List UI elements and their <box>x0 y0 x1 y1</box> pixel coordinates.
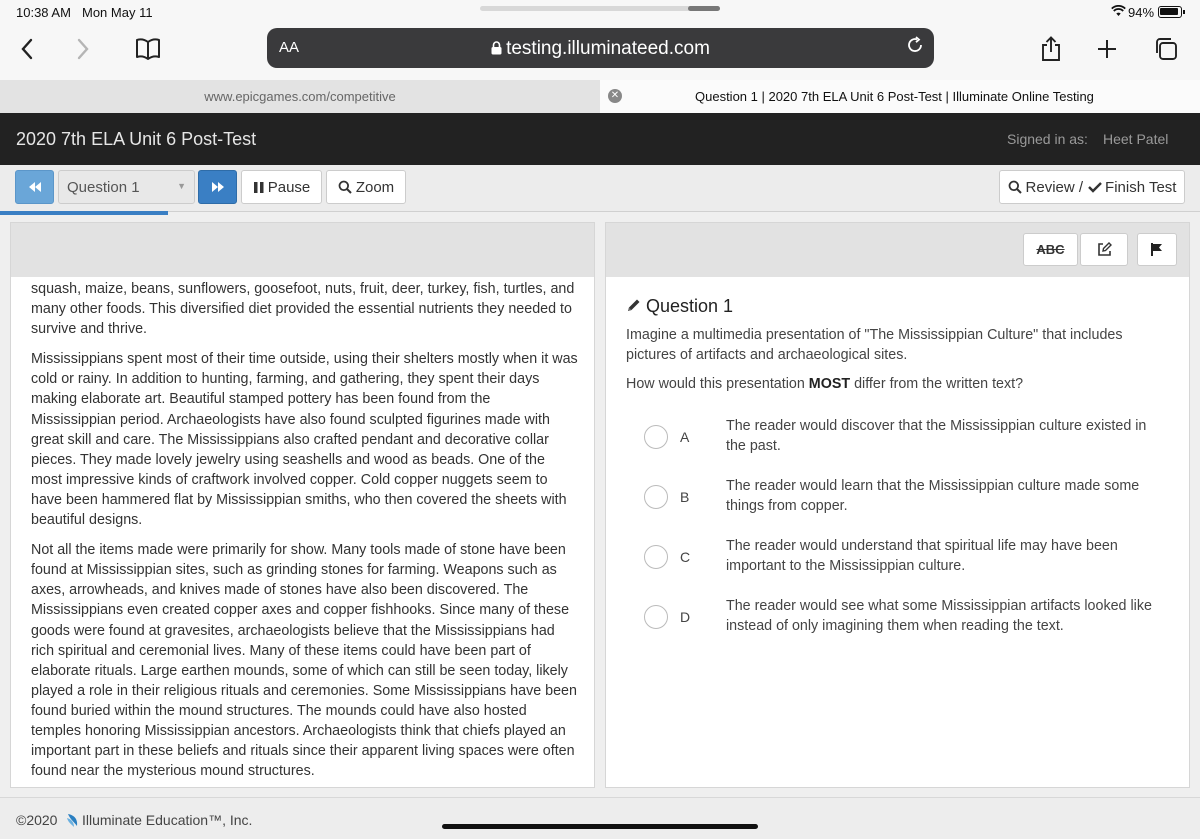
question-panel <box>605 222 1190 788</box>
illuminate-logo-icon <box>66 812 80 831</box>
radio-button[interactable] <box>644 485 668 509</box>
question-prompt-post: differ from the written text? <box>854 376 1024 392</box>
passage-text <box>31 279 579 788</box>
tab-bar <box>0 80 1200 113</box>
share-button[interactable] <box>1036 34 1066 64</box>
test-controls <box>0 165 1200 212</box>
abc-strike-icon: ABC <box>1036 242 1065 257</box>
flag-button[interactable] <box>1137 233 1177 266</box>
review-finish-button[interactable] <box>999 170 1185 204</box>
search-icon <box>338 180 352 194</box>
question-title <box>626 296 733 317</box>
answer-letter: B <box>680 489 690 505</box>
previous-question-button[interactable] <box>15 170 54 204</box>
answer-letter: D <box>680 609 691 625</box>
tab-epicgames[interactable]: www.epicgames.com/competitive <box>0 80 600 113</box>
passage-paragraph: squash, maize, beans, sunflowers, goosefoot, nuts, fruit, deer, turkey, fish, turtles, and many other foods. This diversified diet provided the essential nutrients they needed to survive and thrive. <box>31 281 575 338</box>
fast-forward-icon <box>211 181 225 193</box>
answer-text: The reader would discover that the Mississippian culture existed in the past. <box>726 418 1147 455</box>
back-button[interactable] <box>12 34 42 64</box>
lock-icon <box>491 41 502 55</box>
reload-icon[interactable] <box>906 36 924 60</box>
tab-illuminate[interactable] <box>600 80 1200 113</box>
browser-toolbar <box>0 24 1200 80</box>
pause-icon <box>253 181 265 194</box>
url-label: testing.illuminateed.com <box>506 38 710 59</box>
answer-letter: C <box>680 549 691 565</box>
pause-label: Pause <box>267 178 311 196</box>
passage-paragraph: Mississippians spent most of their time outside, using their shelters mostly when it was cold or rainy. In addition to hunting, farming, and gathering, they spent their days making elaborate art. Beautiful stamped pottery has been found from the Mississippian period. Archaeologists have also found sculpted figurines made with great skill and care. The Mississippians also crafted pendant and decorative collar pieces. They made lovely jewelry using seashells and wood as beads. One of the most impressive kinds of craftwork involved copper. Cold copper nuggets seem to have been hammered flat by Mississippian smiths, who then covered the sheets with beautiful designs. <box>31 351 578 529</box>
battery-icon <box>1158 6 1182 18</box>
chevron-right-icon <box>76 38 90 60</box>
app-header <box>0 113 1200 165</box>
tabs-icon <box>1153 36 1179 62</box>
footer <box>0 797 1200 839</box>
answer-option-a[interactable] <box>644 416 1164 466</box>
user-name[interactable]: Heet Patel <box>1103 131 1169 147</box>
question-title-label: Question 1 <box>646 296 734 316</box>
answer-letter: A <box>680 429 690 445</box>
new-tab-button[interactable] <box>1092 34 1122 64</box>
question-select-value: Question 1 <box>67 179 140 196</box>
book-icon <box>135 38 161 60</box>
finish-label: Finish Test <box>1105 178 1177 196</box>
answer-text: The reader would learn that the Mississippian culture made some things from copper. <box>726 478 1140 515</box>
progress-bar <box>0 211 168 215</box>
answer-text: The reader would understand that spiritual life may have been important to the Mississippian culture. <box>726 538 1118 575</box>
rewind-icon <box>28 181 42 193</box>
pencil-icon <box>626 297 642 313</box>
question-select[interactable] <box>58 170 195 204</box>
status-bar <box>0 0 1200 24</box>
review-label: Review / <box>1025 178 1084 196</box>
plus-icon <box>1097 39 1117 59</box>
url-text <box>267 38 934 60</box>
notes-button[interactable] <box>1080 233 1128 266</box>
radio-button[interactable] <box>644 605 668 629</box>
home-indicator[interactable] <box>442 824 758 829</box>
status-date: Mon May 11 <box>82 5 153 20</box>
battery-percent: 94% <box>1128 5 1155 20</box>
answer-text: The reader would see what some Mississippian artifacts looked like instead of only imagining them when reading the text. <box>726 598 1152 635</box>
question-prompt <box>626 376 1166 392</box>
wifi-icon <box>1111 5 1126 20</box>
multitask-handle-thumb <box>688 6 720 11</box>
caret-down-icon: ▼ <box>177 181 186 191</box>
status-time: 10:38 AM <box>16 5 71 20</box>
bookmarks-button[interactable] <box>133 34 163 64</box>
check-icon <box>1088 181 1102 193</box>
question-stem: Imagine a multimedia presentation of "The Mississippian Culture" that includes pictures of artifacts and archaeological sites. <box>626 327 1123 364</box>
answer-eliminator-button[interactable] <box>1023 233 1078 266</box>
answer-option-b[interactable] <box>644 476 1164 526</box>
passage-panel-header <box>11 223 594 277</box>
chevron-left-icon <box>20 38 34 60</box>
answer-option-c[interactable] <box>644 536 1164 586</box>
tab-title: Question 1 | 2020 7th ELA Unit 6 Post-Test | Illuminate Online Testing <box>695 89 1094 104</box>
tabs-overview-button[interactable] <box>1151 34 1181 64</box>
next-question-button[interactable] <box>198 170 237 204</box>
question-prompt-emphasis: MOST <box>808 376 851 392</box>
signed-in-label: Signed in as: <box>1007 131 1088 147</box>
zoom-label: Zoom <box>355 178 395 196</box>
passage-paragraph: Not all the items made were primarily for show. Many tools made of stone have been found at Mississippian sites, such as grinding stones for farming. Weapons such as axes, arrowheads, and knives made of stones have also been discovered. The Mississippians even created copper axes and copper fishhooks. Since many of these goods were found at gravesites, archaeologists believe that the Mississippians had rich spiritual and ceremonial lives. Many of these items could have been part of elaborate rituals. Large earthen mounds, some of which can still be seen today, likely played a role in their religious rituals and ceremonies. Some Mississippians have been found buried within the mound structures. The mounds could have also hosted temples honoring Mississippian ancestors. Archaeologists think that chiefs played an important part in these beliefs and rituals since their apparent living spaces were often found near the mysterious mound structures. <box>31 542 577 780</box>
passage-panel[interactable] <box>10 222 595 788</box>
copyright: ©2020 <box>16 812 58 828</box>
share-icon <box>1040 36 1062 62</box>
flag-icon <box>1150 242 1164 257</box>
close-icon[interactable]: ✕ <box>608 89 622 103</box>
search-icon <box>1008 180 1022 194</box>
test-title: 2020 7th ELA Unit 6 Post-Test <box>16 129 257 149</box>
battery-tip <box>1183 10 1185 14</box>
zoom-button[interactable] <box>326 170 406 204</box>
question-prompt-pre: How would this presentation <box>626 376 805 392</box>
question-panel-header <box>606 223 1189 277</box>
pause-button[interactable] <box>241 170 322 204</box>
answer-option-d[interactable] <box>644 596 1164 646</box>
reader-aa-button[interactable]: AA <box>279 39 300 56</box>
edit-icon <box>1097 242 1112 257</box>
forward-button[interactable] <box>68 34 98 64</box>
multitask-handle[interactable] <box>480 6 720 11</box>
radio-button[interactable] <box>644 545 668 569</box>
radio-button[interactable] <box>644 425 668 449</box>
company-name: Illuminate Education™, Inc. <box>82 812 253 828</box>
address-bar[interactable] <box>267 28 934 68</box>
